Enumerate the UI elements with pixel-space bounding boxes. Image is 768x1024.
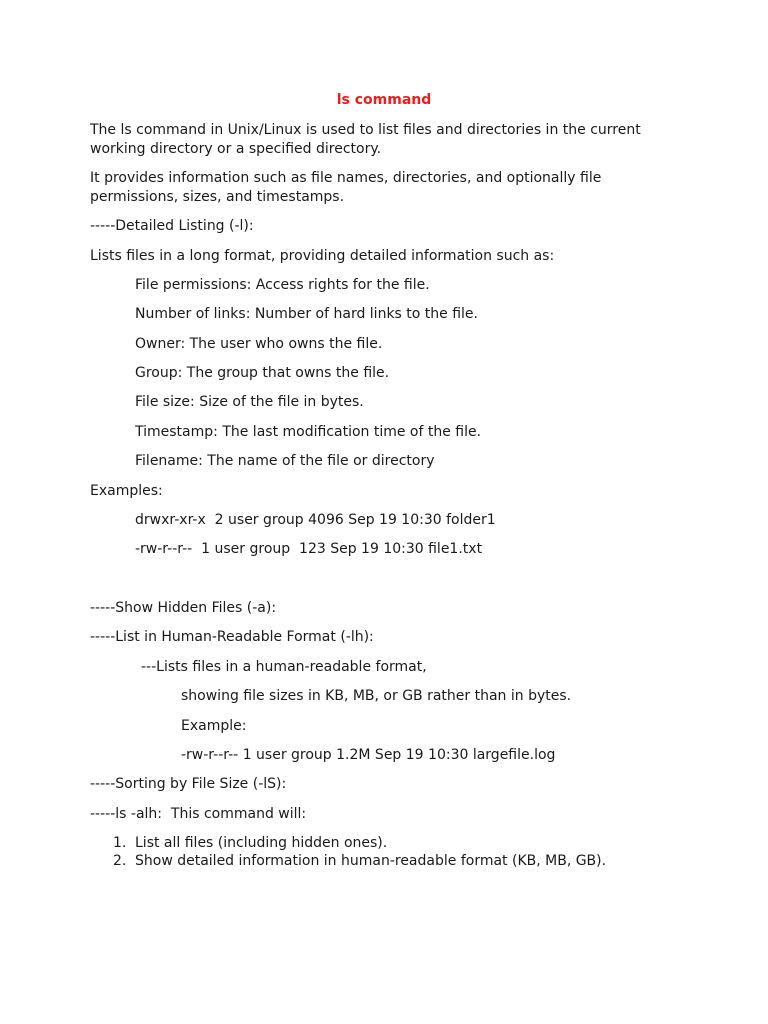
examples-label: Examples:: [90, 483, 163, 499]
detail-item: File size: Size of the file in bytes.: [135, 394, 364, 410]
detail-item: Timestamp: The last modification time of the file.: [135, 424, 482, 440]
intro-line: permissions, sizes, and timestamps.: [90, 189, 345, 205]
human-line: ---Lists files in a human-readable format,: [141, 659, 427, 675]
section-heading-detailed: -----Detailed Listing (-l):: [90, 218, 254, 234]
detail-item: Owner: The user who owns the file.: [135, 336, 383, 352]
intro-line: working directory or a specified directory.: [90, 141, 382, 157]
human-example-label: Example:: [181, 718, 247, 734]
detail-item: Group: The group that owns the file.: [135, 365, 390, 381]
section-heading-hidden: -----Show Hidden Files (-a):: [90, 600, 277, 616]
section-heading-human: -----List in Human-Readable Format (-lh):: [90, 629, 374, 645]
list-item: Show detailed information in human-readable format (KB, MB, GB).: [135, 853, 607, 869]
human-line: showing file sizes in KB, MB, or GB rather than in bytes.: [181, 688, 572, 704]
intro-line: It provides information such as file names, directories, and optionally file: [90, 170, 602, 186]
intro-line: The ls command in Unix/Linux is used to list files and directories in the current: [90, 122, 641, 138]
example-line: -rw-r--r-- 1 user group 123 Sep 19 10:30 file1.txt: [135, 541, 483, 557]
list-item: List all files (including hidden ones).: [135, 835, 388, 851]
detail-item: Number of links: Number of hard links to the file.: [135, 306, 478, 322]
detail-item: File permissions: Access rights for the file.: [135, 277, 430, 293]
detail-item: Filename: The name of the file or directory: [135, 453, 435, 469]
page-title: ls command: [336, 92, 432, 108]
list-number: 2.: [113, 853, 127, 869]
detailed-lead: Lists files in a long format, providing detailed information such as:: [90, 248, 555, 264]
list-number: 1.: [113, 835, 127, 851]
human-example: -rw-r--r-- 1 user group 1.2M Sep 19 10:30 largefile.log: [181, 747, 556, 763]
section-heading-alh: -----ls -alh: This command will:: [90, 806, 307, 822]
example-line: drwxr-xr-x 2 user group 4096 Sep 19 10:30 folder1: [135, 512, 496, 528]
section-heading-sorting: -----Sorting by File Size (-lS):: [90, 776, 287, 792]
